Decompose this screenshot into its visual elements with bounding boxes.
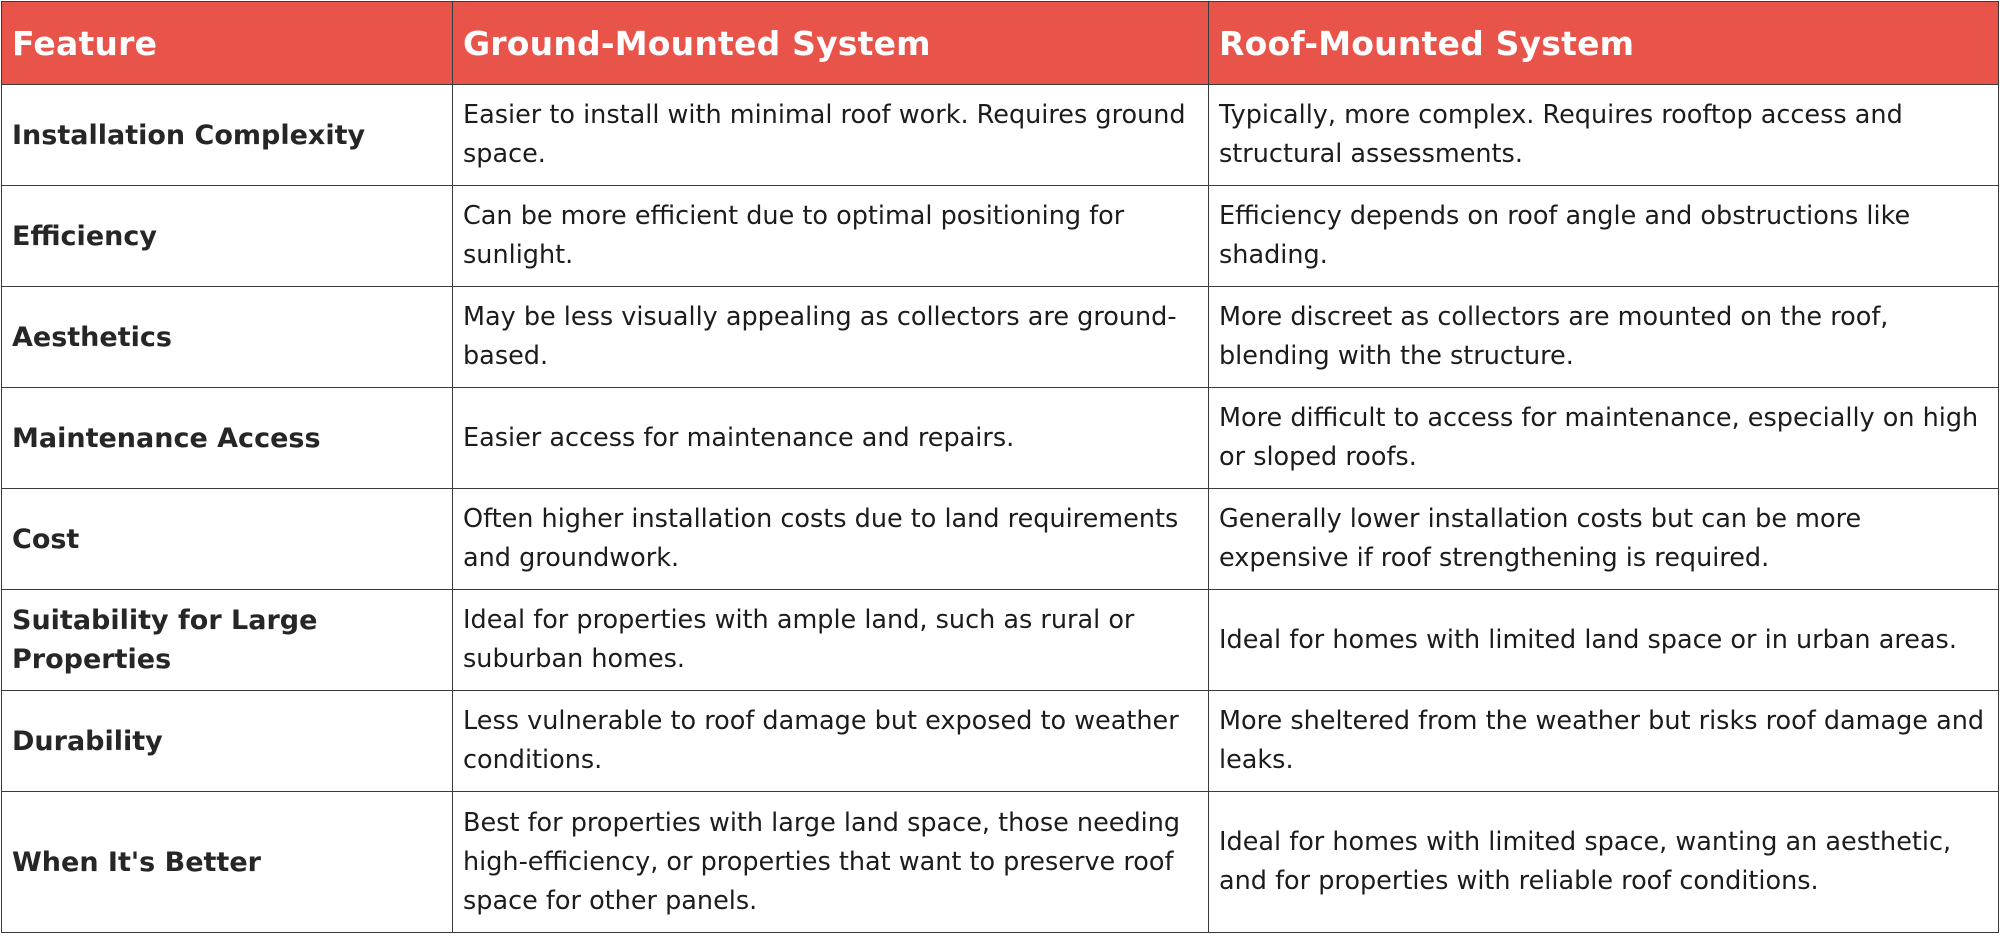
feature-cell: Suitability for Large Properties — [2, 590, 453, 691]
table-row — [2, 287, 1999, 388]
header-row — [2, 2, 1999, 85]
roof-cell: More sheltered from the weather but risks roof damage and leaks. — [1209, 691, 1999, 792]
roof-cell: Ideal for homes with limited land space or in urban areas. — [1209, 590, 1999, 691]
roof-cell: Efficiency depends on roof angle and obstructions like shading. — [1209, 186, 1999, 287]
header-feature: Feature — [2, 2, 453, 85]
table-row — [2, 590, 1999, 691]
feature-cell: Durability — [2, 691, 453, 792]
table-header — [2, 2, 1999, 85]
ground-cell: Ideal for properties with ample land, such as rural or suburban homes. — [453, 590, 1209, 691]
feature-cell: Aesthetics — [2, 287, 453, 388]
roof-cell: Ideal for homes with limited space, wanting an aesthetic, and for properties with reliable roof conditions. — [1209, 792, 1999, 933]
roof-cell: Typically, more complex. Requires rooftop access and structural assessments. — [1209, 85, 1999, 186]
table-row — [2, 489, 1999, 590]
feature-cell: Cost — [2, 489, 453, 590]
feature-cell: Installation Complexity — [2, 85, 453, 186]
feature-cell: When It's Better — [2, 792, 453, 933]
table-row — [2, 691, 1999, 792]
ground-cell: Less vulnerable to roof damage but exposed to weather conditions. — [453, 691, 1209, 792]
comparison-table — [1, 1, 1999, 933]
ground-cell: Often higher installation costs due to land requirements and groundwork. — [453, 489, 1209, 590]
feature-cell: Maintenance Access — [2, 388, 453, 489]
table-body — [2, 85, 1999, 933]
ground-cell: Can be more efficient due to optimal positioning for sunlight. — [453, 186, 1209, 287]
roof-cell: Generally lower installation costs but can be more expensive if roof strengthening is required. — [1209, 489, 1999, 590]
table-row — [2, 186, 1999, 287]
header-ground-mounted: Ground-Mounted System — [453, 2, 1209, 85]
table-row — [2, 85, 1999, 186]
ground-cell: Easier to install with minimal roof work. Requires ground space. — [453, 85, 1209, 186]
table-row — [2, 388, 1999, 489]
roof-cell: More discreet as collectors are mounted on the roof, blending with the structure. — [1209, 287, 1999, 388]
roof-cell: More difficult to access for maintenance, especially on high or sloped roofs. — [1209, 388, 1999, 489]
ground-cell: May be less visually appealing as collectors are ground-based. — [453, 287, 1209, 388]
header-roof-mounted: Roof-Mounted System — [1209, 2, 1999, 85]
ground-cell: Best for properties with large land space, those needing high-efficiency, or properties that want to preserve roof space for other panels. — [453, 792, 1209, 933]
ground-cell: Easier access for maintenance and repairs. — [453, 388, 1209, 489]
table-row — [2, 792, 1999, 933]
feature-cell: Efficiency — [2, 186, 453, 287]
